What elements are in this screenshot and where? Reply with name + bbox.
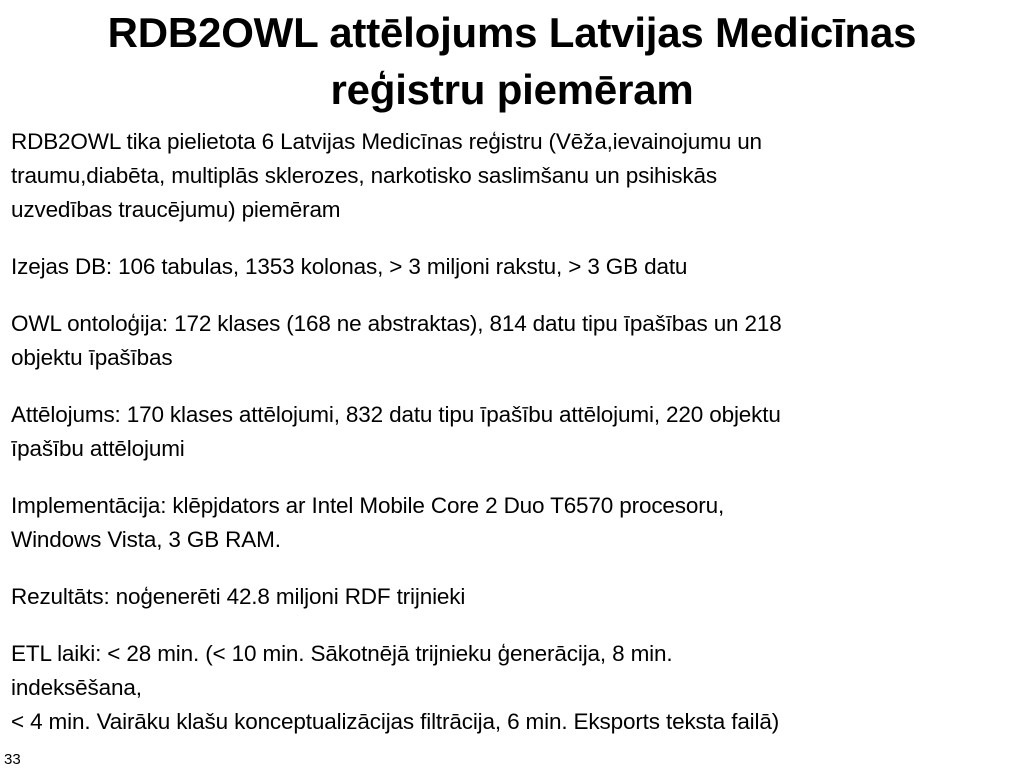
paragraph-line: Attēlojums: 170 klases attēlojumi, 832 datu tipu īpašību attēlojumi, 220 objektu <box>11 402 781 427</box>
paragraph-line: īpašību attēlojumi <box>11 436 185 461</box>
paragraph-etl-times <box>11 637 1016 739</box>
paragraph-line: ETL laiki: < 28 min. (< 10 min. Sākotnējā trijnieku ģenerācija, 8 min. <box>11 641 673 666</box>
paragraph-source-db <box>11 250 1016 284</box>
paragraph-line: Rezultāts: noģenerēti 42.8 miljoni RDF trijnieki <box>11 584 466 609</box>
slide-body <box>11 125 1016 739</box>
paragraph-line: OWL ontoloģija: 172 klases (168 ne abstraktas), 814 datu tipu īpašības un 218 <box>11 311 782 336</box>
paragraph-line: objektu īpašības <box>11 345 173 370</box>
paragraph-line: uzvedības traucējumu) piemēram <box>11 197 341 222</box>
paragraph-implementation <box>11 489 1016 557</box>
paragraph-line: indeksēšana, <box>11 675 142 700</box>
slide-number: 33 <box>4 751 21 768</box>
slide-title-line: RDB2OWL attēlojums Latvijas Medicīnas <box>107 9 917 56</box>
paragraph-line: RDB2OWL tika pielietota 6 Latvijas Medicīnas reģistru (Vēža,ievainojumu un <box>11 129 762 154</box>
paragraph-mapping <box>11 398 1016 466</box>
slide-title-line: reģistru piemēram <box>330 66 694 113</box>
paragraph-line: < 4 min. Vairāku klašu konceptualizācijas filtrācija, 6 min. Eksports teksta failā) <box>11 709 780 734</box>
paragraph-result <box>11 580 1016 614</box>
paragraph-line: Izejas DB: 106 tabulas, 1353 kolonas, > 3 miljoni rakstu, > 3 GB datu <box>11 254 688 279</box>
paragraph-registers-overview <box>11 125 1016 227</box>
paragraph-line: Implementācija: klēpjdators ar Intel Mobile Core 2 Duo T6570 procesoru, <box>11 493 725 518</box>
paragraph-line: traumu,diabēta, multiplās sklerozes, narkotisko saslimšanu un psihiskās <box>11 163 717 188</box>
paragraph-line: Windows Vista, 3 GB RAM. <box>11 527 281 552</box>
paragraph-owl-ontology <box>11 307 1016 375</box>
slide-title <box>0 4 1024 118</box>
